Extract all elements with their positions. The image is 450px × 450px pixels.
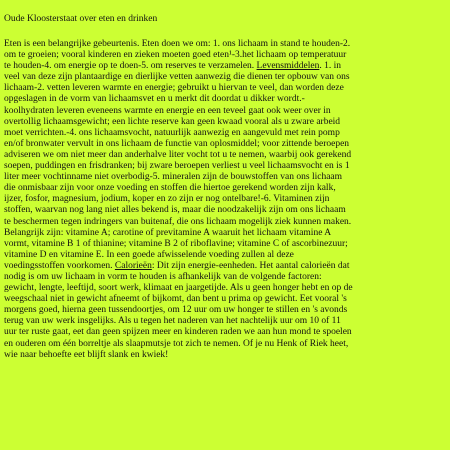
text-line — [4, 150, 446, 161]
text-line — [4, 272, 446, 283]
text-line — [4, 250, 446, 261]
text-line — [4, 94, 446, 105]
text-run: terug van uw werk insgelijks. Als u tegen het naderen van het nachtelijk uur om 10 of 11 — [4, 316, 341, 327]
text-line — [4, 217, 446, 228]
text-run: morgens goed, hierna geen tussendoortjes, om 12 uur om uw honger te stillen en 's avonds — [4, 305, 348, 316]
text-line — [4, 139, 446, 150]
text-line — [4, 327, 446, 338]
text-run: weegschaal niet in gewicht afneemt of bijkomt, dan bent u prima op gewicht. Eet vooral 's — [4, 294, 347, 305]
text-run: stoffen, waarvan nog lang niet alles bekend is, maar die noodzakelijk zijn om ons lichaam — [4, 205, 346, 216]
text-run: overtollig lichaamsgewicht; een lichte reserve kan geen kwaad vooral als u zware arbeid — [4, 116, 341, 127]
underlined-term: Calorieën — [114, 260, 152, 271]
text-run: moet verrichten.-4. ons lichaamsvocht, natuurlijk aanwezig en aangevuld met rein pomp — [4, 127, 340, 138]
text-line — [4, 261, 446, 272]
text-line — [4, 106, 446, 117]
text-run: : Dit zijn energie-eenheden. Het aantal calorieën dat — [151, 260, 350, 271]
text-run: uur ter ruste gaat, eet dan geen spijzen meer en kinderen raden we aan hun mond te spoelen — [4, 327, 352, 338]
text-line — [4, 172, 446, 183]
text-line — [4, 50, 446, 61]
text-run: Eten is een belangrijke gebeurtenis. Eten doen we om: 1. ons lichaam in stand te houden-2. — [4, 39, 351, 49]
text-run: liter meer vochtinname niet overbodig-5. mineralen zijn de bouwstoffen van ons lichaam — [4, 172, 343, 183]
text-run: die onmisbaar zijn voor onze voeding en stoffen die hiertoe gerekend worden zijn kalk, — [4, 183, 336, 194]
document-title: Oude Kloosterstaat over eten en drinken — [4, 14, 158, 24]
text-run: vitamine D en vitamine E. In een goede afwisselende voeding zullen al deze — [4, 249, 294, 260]
text-line — [4, 183, 446, 194]
text-run: gewicht, lengte, leeftijd, soort werk, klimaat en jaargetijde. Als u geen honger hebt en op de — [4, 283, 353, 294]
text-run: koolhydraten leveren eveneens warmte en energie en een teveel gaat ook weer over in — [4, 105, 331, 116]
text-line — [4, 128, 446, 139]
text-line — [4, 194, 446, 205]
text-run: voedingsstoffen voorkomen. — [4, 260, 115, 271]
document-body — [4, 39, 446, 361]
text-run: te beschermen tegen indringers van buitenaf, die ons lichaam mogelijk ziek kunnen maken. — [4, 216, 352, 227]
text-line — [4, 305, 446, 316]
text-line — [4, 39, 446, 50]
text-line — [4, 316, 446, 327]
text-line — [4, 350, 446, 361]
text-run: te houden-4. om energie op te doen-5. om reserves te verzamelen. — [4, 61, 257, 72]
text-run: adviseren we om niet meer dan anderhalve liter vocht tot u te nemen, waarbij ook gerekend — [4, 149, 352, 160]
text-line — [4, 339, 446, 350]
text-run: wie naar behoefte eet blijft slank en kwiek! — [4, 349, 169, 360]
text-line — [4, 294, 446, 305]
text-run: en/of bronwater vervult in ons lichaam de functie van oplosmiddel; voor zittende beroepen — [4, 138, 350, 149]
text-line — [4, 283, 446, 294]
text-line — [4, 61, 446, 72]
underlined-term: Levensmiddelen — [256, 61, 320, 72]
text-line — [4, 72, 446, 83]
text-run: opgeslagen in de vorm van lichaamsvet en u merkt dit doordat u dikker wordt.- — [4, 94, 305, 105]
text-line — [4, 239, 446, 250]
text-run: Belangrijk zijn: vitamine A; carotine of previtamine A waaruit het lichaam vitamine A — [4, 227, 332, 238]
text-run: lichaam-2. vetten leveren warmte en energie; gebruikt u hiervan te veel, dan worden deze — [4, 83, 344, 94]
text-line — [4, 228, 446, 239]
text-run: en ouderen om één borreltje als slaapmutsje tot zich te nemen. Of je nu Henk of Riek heet, — [4, 338, 349, 349]
text-run: veel van deze zijn plantaardige en dierlijke vetten aanwezig die dienen ter opbouw van ons — [4, 72, 350, 83]
text-run: ijzer, fosfor, magnesium, jodium, koper en zo zijn er nog ontelbare!-6. Vitaminen zijn — [4, 194, 330, 205]
text-run: vormt, vitamine B 1 of thianine; vitamine B 2 of riboflavine; vitamine C of ascorbinezuur; — [4, 238, 348, 249]
text-line — [4, 161, 446, 172]
text-line — [4, 205, 446, 216]
text-line — [4, 117, 446, 128]
text-run: soepen, puddingen en frisdranken; bij zware beroepen verliest u veel lichaamsvocht en is 1 — [4, 161, 350, 172]
text-line — [4, 83, 446, 94]
text-run: . 1. in — [319, 61, 341, 72]
text-run: nodig is om uw lichaam in vorm te houden is afhankelijk van de volgende factoren: — [4, 271, 322, 282]
text-run: om te groeien; vooral kinderen en zieken moeten goed eten¹-3.het lichaam op temperatuur — [4, 50, 347, 61]
